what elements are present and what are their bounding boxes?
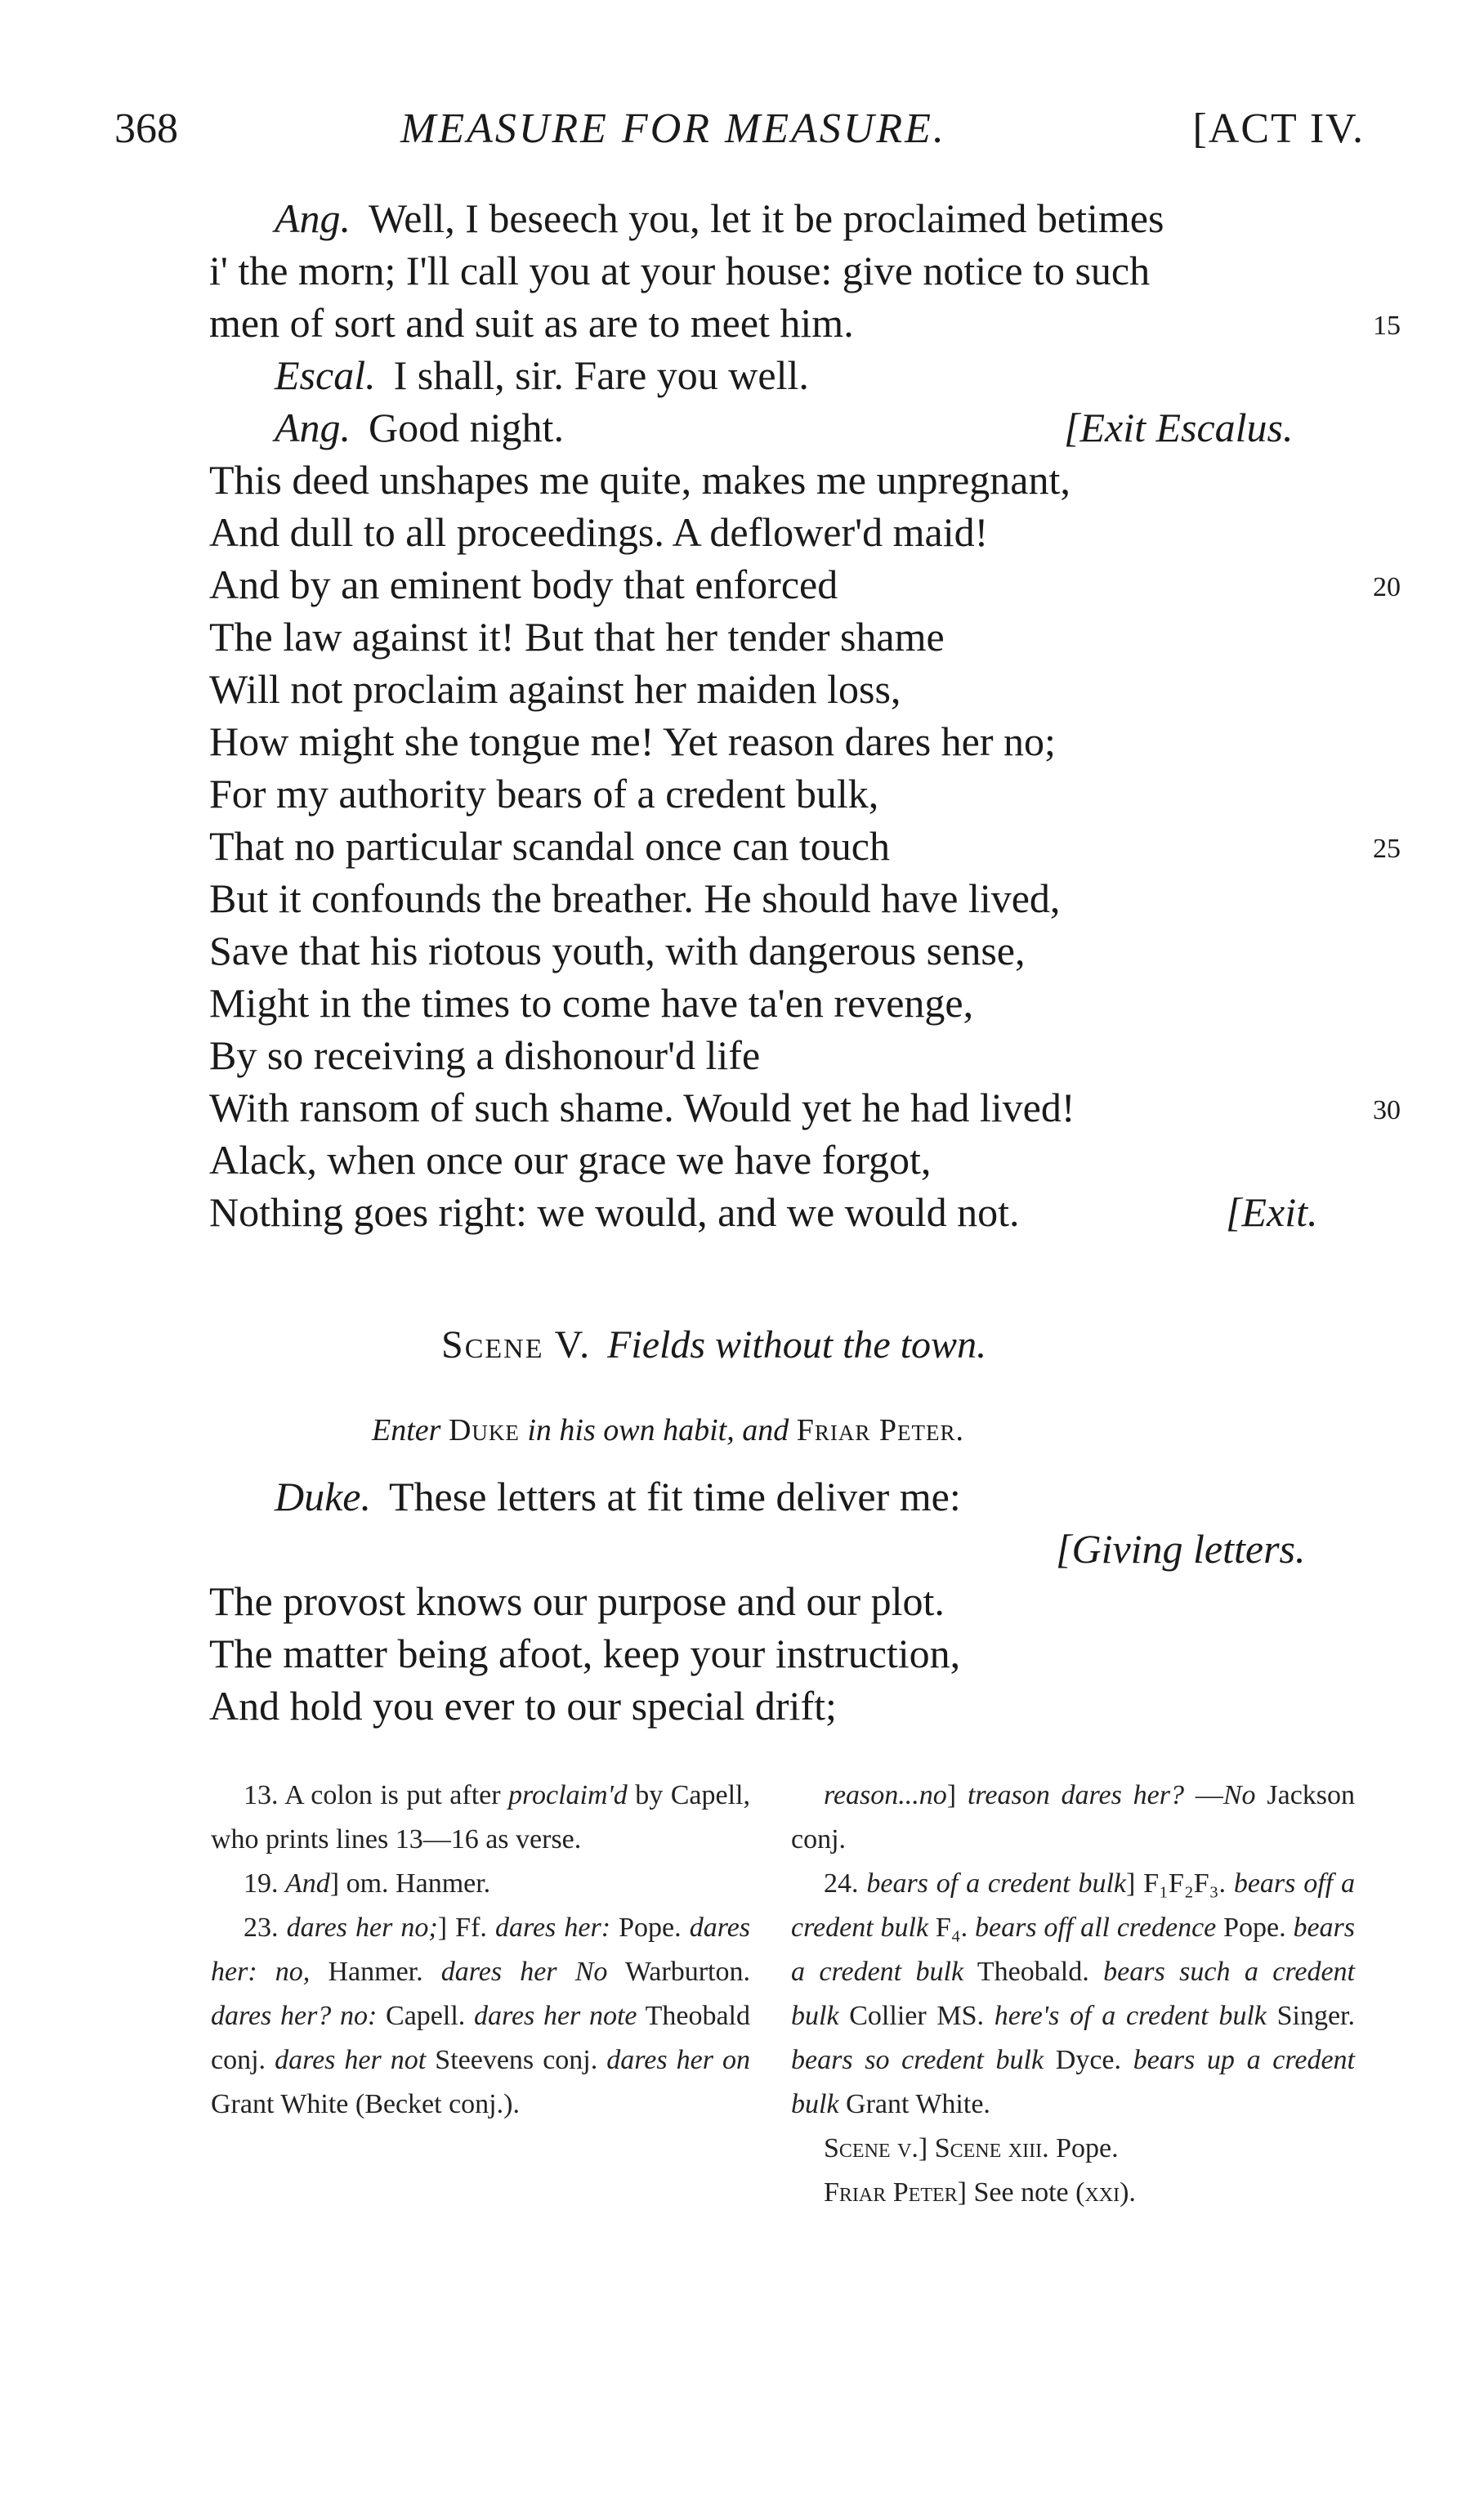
verse-line: By so receiving a dishonour'd life	[209, 1032, 761, 1078]
verse-line: How might she tongue me! Yet reason dares her no;	[209, 718, 1056, 764]
verse-line: Save that his riotous youth, with dangerous sense,	[209, 928, 1026, 973]
line-number: 15	[1373, 311, 1401, 341]
verse-line: And by an eminent body that enforced	[209, 561, 838, 607]
verse-line: The law against it! But that her tender shame	[209, 614, 945, 660]
verse-line: And hold you ever to our special drift;	[209, 1683, 837, 1729]
speaker-name: Escal.	[275, 352, 376, 398]
verse-line: The provost knows our purpose and our plot.	[209, 1578, 945, 1624]
note-19: 19. And] om. Hanmer.	[244, 1868, 491, 1899]
act-label: [ACT IV.	[1192, 105, 1365, 152]
verse-line: Escal. I shall, sir. Fare you well.	[275, 352, 809, 398]
verse-line: This deed unshapes me quite, makes me unpregnant,	[209, 457, 1071, 503]
line-number: 25	[1373, 834, 1401, 864]
verse-line: i' the morn; I'll call you at your house: give notice to such	[209, 248, 1151, 293]
note-friar-peter: Friar Peter] See note (xxi).	[824, 2177, 1136, 2208]
entry-direction: Enter Duke in his own habit, and Friar Peter.	[372, 1413, 965, 1447]
verse-line: That no particular scandal once can touch	[209, 823, 890, 869]
character-duke: Duke	[448, 1413, 520, 1447]
verse-line: And dull to all proceedings. A deflower'd maid!	[209, 509, 989, 555]
speaker-name: Ang.	[275, 405, 351, 450]
stage-direction: [Giving letters.	[1056, 1526, 1306, 1572]
character-friar-peter: Friar Peter.	[796, 1413, 965, 1447]
running-title: MEASURE FOR MEASURE.	[400, 105, 946, 152]
verse-line: Ang. Well, I beseech you, let it be proclaimed betimes	[275, 195, 1164, 241]
verse-line: Alack, when once our grace we have forgot,	[209, 1137, 932, 1183]
verse-line: The matter being afoot, keep your instruction,	[209, 1631, 961, 1676]
footnotes-right-column	[791, 1774, 1355, 2215]
verse-line: Ang. Good night.	[275, 405, 564, 450]
verse-line: Will not proclaim against her maiden loss,	[209, 666, 901, 712]
verse-line: men of sort and suit as are to meet him.	[209, 300, 854, 346]
stage-direction: [Exit.	[1226, 1189, 1318, 1235]
note-scene-v: Scene v.] Scene xiii. Pope.	[824, 2133, 1119, 2163]
scene-heading	[441, 1322, 986, 1367]
note-24: 24. bears of a credent bulk] F₁F₂F₃. bears off a credent bulk F₄. bears off all credence Pope. bears a credent bulk Theobald. bears such a credent bulk Collier MS. here's of a credent bulk Singer. bears so credent bulk Dyce. bears up a credent bulk Grant White.	[791, 1868, 1355, 2119]
page-number: 368	[114, 105, 178, 152]
verse-line: Nothing goes right: we would, and we would not.	[209, 1189, 1020, 1235]
line-number: 30	[1373, 1095, 1401, 1125]
verse-line: With ransom of such shame. Would yet he had lived!	[209, 1085, 1075, 1130]
verse-line: Duke. These letters at fit time deliver me:	[275, 1474, 961, 1519]
verse-line: For my authority bears of a credent bulk,	[209, 771, 879, 817]
speaker-name: Ang.	[275, 195, 351, 241]
note-13: 13. A colon is put after proclaim'd by Capell, who prints lines 13—16 as verse.	[211, 1780, 750, 1854]
speaker-name: Duke.	[275, 1474, 371, 1519]
verse-line: Might in the times to come have ta'en revenge,	[209, 980, 974, 1026]
footnotes-left-column	[211, 1774, 750, 2127]
running-header	[114, 105, 1373, 162]
scene-number: Scene V.	[441, 1323, 592, 1367]
note-23-continued: reason...no] treason dares her? —No Jackson conj.	[791, 1780, 1356, 1854]
line-number: 20	[1373, 572, 1401, 602]
stage-direction: [Exit Escalus.	[1064, 405, 1294, 450]
scene-location: Fields without the town.	[607, 1323, 987, 1367]
note-23: 23. dares her no;] Ff. dares her: Pope. dares her: no, Hanmer. dares her No Warburton. dares her? no: Capell. dares her note Theobald conj. dares her not Steevens conj. dares her on Grant White (Becket conj.).	[211, 1913, 751, 2119]
verse-line: But it confounds the breather. He should have lived,	[209, 875, 1061, 921]
